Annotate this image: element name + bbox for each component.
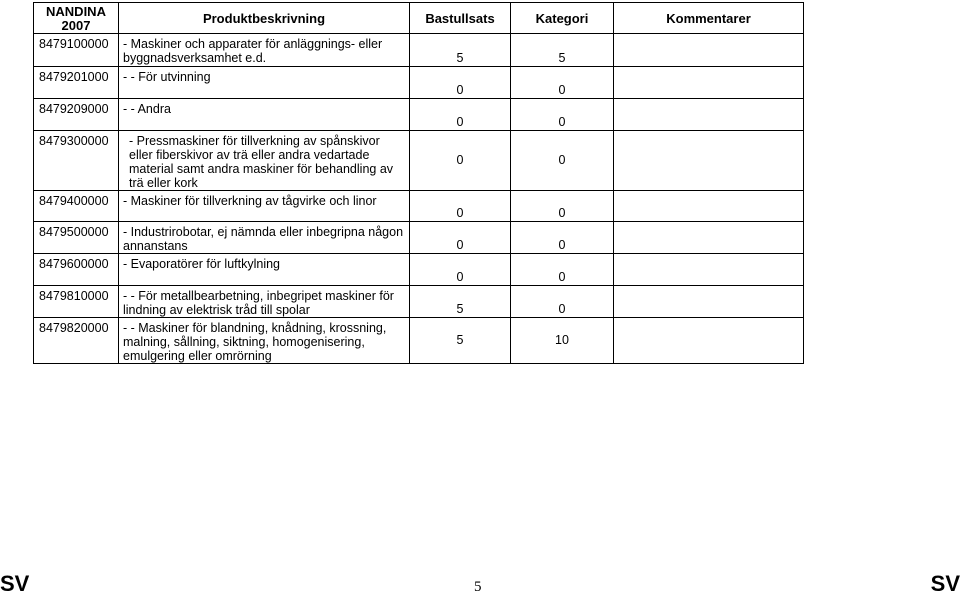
row-category: 0 xyxy=(511,254,614,286)
row-comment xyxy=(614,254,804,286)
header-description: Produktbeskrivning xyxy=(119,3,410,34)
row-code: 8479201000 xyxy=(34,67,119,99)
row-category: 0 xyxy=(511,191,614,222)
row-comment xyxy=(614,286,804,318)
row-description-text: - - För utvinning xyxy=(123,70,211,84)
row-description-text: - Industrirobotar, ej nämnda eller inbegripna någon annanstans xyxy=(123,225,404,253)
row-description xyxy=(119,286,410,318)
row-comment xyxy=(614,99,804,131)
table-row xyxy=(34,131,804,191)
page-footer xyxy=(0,571,960,596)
row-category: 0 xyxy=(511,286,614,318)
row-description-text: - Evaporatörer för luftkylning xyxy=(123,257,281,271)
row-comment xyxy=(614,222,804,254)
row-base-rate: 5 xyxy=(410,286,511,318)
table-row xyxy=(34,34,804,67)
table-header-row xyxy=(34,3,804,34)
row-description xyxy=(119,131,410,191)
row-description-text: - - Maskiner för blandning, knådning, krossning, malning, sållning, siktning, homogenisering, emulgering eller omrörning xyxy=(123,321,387,363)
row-code: 8479810000 xyxy=(34,286,119,318)
row-description xyxy=(119,191,410,222)
row-category: 5 xyxy=(511,34,614,67)
row-description-text: - - För metallbearbetning, inbegripet maskiner för lindning av elektrisk tråd till spolar xyxy=(123,289,394,317)
header-comments: Kommentarer xyxy=(614,3,804,34)
page-number: 5 xyxy=(474,579,482,595)
row-base-rate: 0 xyxy=(410,131,511,191)
row-comment xyxy=(614,67,804,99)
table-row xyxy=(34,99,804,131)
table-row xyxy=(34,254,804,286)
row-category: 0 xyxy=(511,131,614,191)
row-description xyxy=(119,222,410,254)
tariff-table xyxy=(33,2,804,364)
row-comment xyxy=(614,191,804,222)
header-category: Kategori xyxy=(511,3,614,34)
table-row xyxy=(34,67,804,99)
row-code: 8479300000 xyxy=(34,131,119,191)
row-description-text: - Maskiner för tillverkning av tågvirke och linor xyxy=(123,194,377,208)
table-row xyxy=(34,286,804,318)
language-code-left: SV xyxy=(0,571,30,596)
row-base-rate: 5 xyxy=(410,34,511,67)
row-code: 8479400000 xyxy=(34,191,119,222)
row-code: 8479100000 xyxy=(34,34,119,67)
row-comment xyxy=(614,131,804,191)
row-category: 0 xyxy=(511,67,614,99)
header-base-rate: Bastullsats xyxy=(410,3,511,34)
row-description-text: - - Andra xyxy=(123,102,171,116)
header-nandina: NANDINA 2007 xyxy=(34,3,119,34)
table-row xyxy=(34,191,804,222)
row-description xyxy=(119,67,410,99)
row-category: 10 xyxy=(511,318,614,364)
row-base-rate: 0 xyxy=(410,254,511,286)
row-code: 8479600000 xyxy=(34,254,119,286)
row-code: 8479209000 xyxy=(34,99,119,131)
row-base-rate: 0 xyxy=(410,67,511,99)
row-description xyxy=(119,34,410,67)
row-base-rate: 0 xyxy=(410,191,511,222)
row-code: 8479820000 xyxy=(34,318,119,364)
row-base-rate: 5 xyxy=(410,318,511,364)
table-row xyxy=(34,222,804,254)
row-description xyxy=(119,99,410,131)
row-category: 0 xyxy=(511,99,614,131)
row-description-text: - Pressmaskiner för tillverkning av spånskivor eller fiberskivor av trä eller andra vedartade material samt andra maskiner för behandling av trä eller kork xyxy=(129,134,394,190)
row-description xyxy=(119,318,410,364)
language-code-right: SV xyxy=(930,571,960,596)
row-base-rate: 0 xyxy=(410,222,511,254)
row-comment xyxy=(614,34,804,67)
row-code: 8479500000 xyxy=(34,222,119,254)
row-comment xyxy=(614,318,804,364)
row-description xyxy=(119,254,410,286)
table-row xyxy=(34,318,804,364)
row-base-rate: 0 xyxy=(410,99,511,131)
row-category: 0 xyxy=(511,222,614,254)
row-description-text: - Maskiner och apparater för anläggnings- eller byggnadsverksamhet e.d. xyxy=(123,37,383,65)
